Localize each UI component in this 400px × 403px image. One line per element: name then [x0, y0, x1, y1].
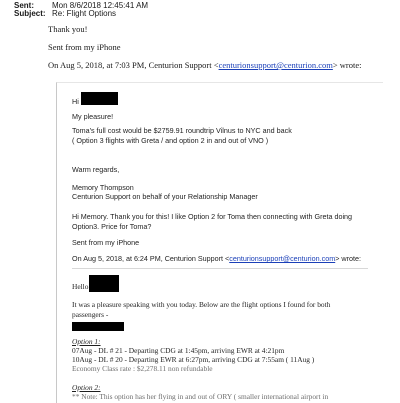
quoted2-p1: It was a pleasure speaking with you today. Below are the flight options I found for both	[72, 300, 331, 309]
quoted1-reply-sig: Sent from my iPhone	[72, 238, 140, 247]
intro2-email-link[interactable]: centurionsupport@centurion.com	[229, 254, 336, 263]
intro2-prefix: On Aug 5, 2018, at 6:24 PM, Centurion Support <	[72, 254, 230, 263]
quoted1-sig-name: Memory Thompson	[72, 183, 134, 192]
quoted1-line2: Toma's full cost would be $2759.91 roundtrip Vilnus to NYC and back	[72, 126, 292, 135]
thanks-text: Thank you!	[48, 24, 88, 34]
quoted1-line3: ( Option 3 flights with Greta / and option 2 in and out of VNO )	[72, 136, 269, 145]
quoted1-line1: My pleasure!	[72, 112, 114, 121]
quote-divider	[72, 268, 368, 269]
quoted1-reply2: Option3. Price for Toma?	[72, 222, 152, 231]
sent-value: Mon 8/6/2018 12:45:41 AM	[52, 1, 149, 10]
redacted-name	[81, 92, 118, 105]
option2-note: ** Note: This option has her flying in and out of ORY ( smaller international airport in	[72, 392, 329, 401]
quoted1-warm: Warm regards,	[72, 165, 120, 174]
subject-row	[14, 9, 116, 18]
redacted-name	[89, 275, 119, 292]
intro2-suffix: > wrote:	[335, 254, 361, 263]
signature-text: Sent from my iPhone	[48, 42, 121, 52]
quoted1-reply1: Hi Memory. Thank you for this! I like Option 2 for Toma then connecting with Greta doing	[72, 212, 353, 221]
reply-intro-email-link[interactable]: centurionsupport@centurion.com	[218, 60, 333, 70]
subject-value: Re: Flight Options	[52, 9, 117, 18]
option1-line1: 07Aug - DL # 21 - Departing CDG at 1:45pm, arriving EWR at 4:21pm	[72, 346, 285, 355]
option1-label: Option 1:	[72, 337, 101, 346]
option1-fare: Economy Class rate : $2,278.11 non refundable	[72, 364, 213, 373]
reply-intro	[48, 60, 362, 70]
sent-label: Sent:	[14, 1, 34, 10]
quoted2-p2: passengers -	[72, 310, 109, 319]
quoted2-greeting: Hello	[72, 282, 89, 291]
redacted-block	[72, 322, 124, 331]
reply-intro-prefix: On Aug 5, 2018, at 7:03 PM, Centurion Support <	[48, 60, 219, 70]
quoted1-intro2	[72, 254, 361, 263]
option1-line2: 10Aug - DL # 20 - Departing EWR at 6:27pm, arriving CDG at 7:55am ( 11Aug )	[72, 355, 315, 364]
quoted1-greeting: Hi	[72, 97, 79, 106]
quoted1-sig-role: Centurion Support on behalf of your Relationship Manager	[72, 192, 258, 201]
reply-intro-suffix: > wrote:	[332, 60, 362, 70]
subject-label: Subject:	[14, 9, 46, 18]
option2-label: Option 2:	[72, 383, 101, 392]
